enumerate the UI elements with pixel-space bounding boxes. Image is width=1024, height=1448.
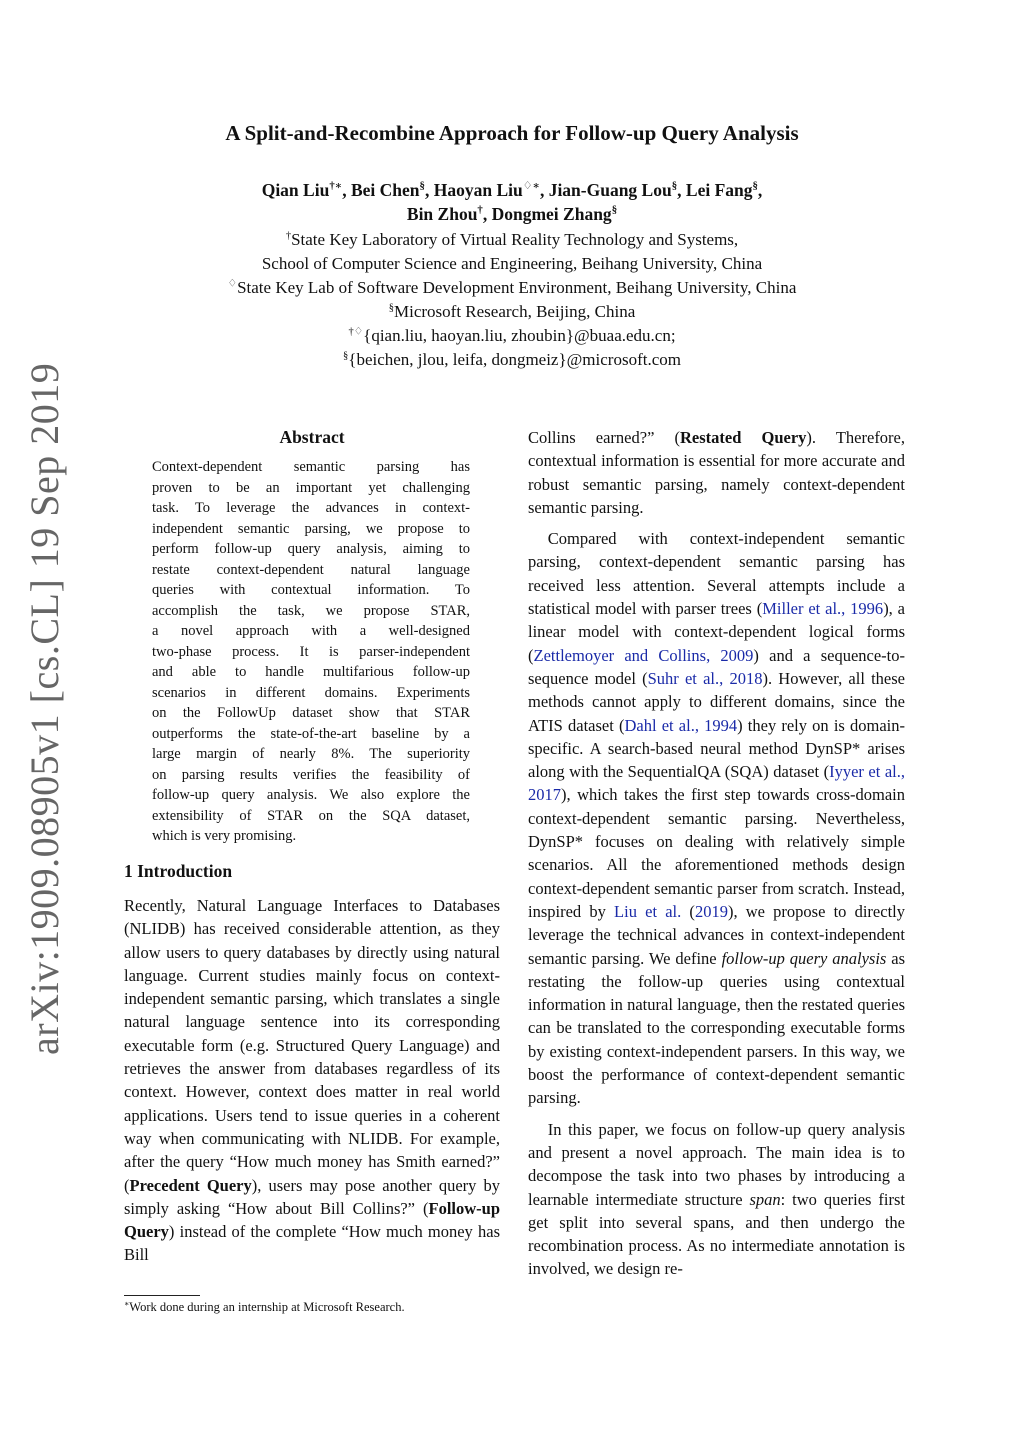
abstract-line: scenarios in different domains. Experiments (152, 684, 470, 701)
abstract-line: a novel approach with a well-designed (152, 623, 470, 639)
abstract-line: independent semantic parsing, we propose to (152, 520, 470, 537)
author-name: Qian Liu (261, 180, 330, 200)
abstract-line: two-phase process. It is parser-independent (152, 643, 470, 660)
abstract-line: large margin of nearly 8%. The superiority (152, 746, 470, 762)
paragraph: Compared with context-independent semantic parsing, context-dependent semantic parsing has received less attention. Several attempts include a statistical model with parser trees (Miller et al., 1996), a linear model with context-dependent logical forms (Zettlemoyer and Collins, 2009) and a sequence-to-sequence model (Suhr et al., 2018). However, all these methods cannot apply to different domains, since the ATIS dataset (Dahl et al., 1994) they rely on is domain-specific. A search-based neural method DynSP* arises along with the SequentialQA (SQA) dataset (Iyyer et al., 2017), which takes the first step towards cross-domain context-dependent semantic parsing. Nevertheless, DynSP* focuses on dealing with relatively simple scenarios. All the aforementioned methods design context-dependent semantic parser from scratch. Instead, inspired by Liu et al. (2019), we propose to directly leverage the technical advances in context-independent semantic parsing. We define follow-up query analysis as restating the follow-up queries using contextual information in natural language, then the restated queries can be translated to the corresponding executable forms by existing context-independent parsers. In this way, we boost the performance of context-dependent semantic parsing. (528, 529, 906, 1108)
affiliation-line: ♢State Key Lab of Software Development Environment, Beihang University, China (227, 278, 797, 297)
abstract-body (152, 457, 470, 847)
email-line: †♢{qian.liu, haoyan.liu, zhoubin}@buaa.edu.cn; (348, 326, 676, 345)
abstract-line: outperforms the state-of-the-art baseline by a (152, 725, 470, 742)
right-column-body (528, 426, 905, 1281)
abstract-line: and able to handle multifarious follow-up (152, 664, 470, 680)
author-name: Haoyan Liu (433, 180, 523, 200)
abstract-heading: Abstract (279, 427, 345, 447)
affiliation-line: School of Computer Science and Engineering, Beihang University, China (261, 254, 763, 273)
abstract-line: proven to be an important yet challenging (152, 479, 470, 496)
author-name: Bei Chen (350, 180, 420, 200)
citation-year-link[interactable]: 2019 (694, 901, 728, 921)
affiliations (0, 228, 1024, 372)
paragraph: In this paper, we focus on follow-up query analysis and present a novel approach. The main idea is to decompose the task into two phases by introducing a learnable intermediate structure span: two queries first get split into several spans, and then undergo the recombination process. As no intermediate annotation is involved, we design re- (528, 1119, 905, 1279)
citation-link[interactable]: Liu et al. (614, 901, 682, 921)
paper-title: A Split-and-Recombine Approach for Follow-up Query Analysis (225, 121, 799, 145)
author-list (0, 178, 1024, 226)
author-name: Dongmei Zhang (491, 204, 612, 224)
paragraph: Recently, Natural Language Interfaces to Databases (NLIDB) has received considerable attention, as they allow users to query databases by directly using natural language. Current studies mainly focus on context-independent semantic parsing, which translates a single natural language sentence into its corresponding executable form (e.g. Structured Query Language) and retrieves the answer from databases regardless of its context. However, context does matter in real world applications. Users tend to issue queries in a coherent way when communicating with NLIDB. For example, after the query “How much money has Smith earned?” (Precedent Query), users may pose another query by simply asking “How about Bill Collins?” (Follow-up Query) instead of the complete “How much money has Bill (124, 896, 500, 1265)
abstract-line: restate context-dependent natural language (152, 561, 470, 578)
abstract-line: accomplish the task, we propose STAR, (152, 602, 470, 619)
citation-link[interactable]: Miller et al., 1996 (762, 599, 884, 619)
paragraph: Collins earned?” (Restated Query). Therefore, contextual information is essential for more accurate and robust semantic parsing, namely context-dependent semantic parsing. (528, 428, 906, 517)
abstract-line: on the FollowUp dataset show that STAR (152, 705, 470, 721)
footnote-rule (124, 1295, 200, 1296)
abstract-line: on parsing results verifies the feasibility of (152, 766, 470, 783)
introduction-heading: 1 Introduction (124, 861, 233, 881)
author-line-1: Qian Liu†∗, Bei Chen§, Haoyan Liu♢∗, Jian-Guang Lou§, Lei Fang§, (261, 180, 763, 200)
affiliation-line: †State Key Laboratory of Virtual Reality Technology and Systems, (285, 230, 739, 249)
author-line-2: Bin Zhou†, Dongmei Zhang§ (406, 204, 618, 224)
author-name: Lei Fang (685, 180, 753, 200)
footnote: ∗Work done during an internship at Microsoft Research. (124, 1298, 405, 1314)
abstract-line: Context-dependent semantic parsing has (152, 459, 470, 475)
citation-link[interactable]: Dahl et al., 1994 (624, 715, 738, 735)
email-line: §{beichen, jlou, leifa, dongmeiz}@microsoft.com (343, 350, 681, 369)
affiliation-line: §Microsoft Research, Beijing, China (388, 302, 636, 321)
abstract-line: follow-up query analysis. We also explore the (152, 787, 470, 803)
citation-link[interactable]: Zettlemoyer and Collins, 2009 (533, 645, 754, 665)
abstract-line: extensibility of STAR on the SQA dataset, (152, 807, 470, 824)
author-name: Jian-Guang Lou (548, 180, 672, 200)
citation-link[interactable]: Suhr et al., 2018 (647, 668, 763, 688)
author-name: Bin Zhou (406, 204, 478, 224)
left-column-body (124, 894, 500, 1267)
arxiv-identifier: arXiv:1909.08905v1 [cs.CL] 19 Sep 2019 (22, 362, 67, 1055)
abstract-line: task. To leverage the advances in context- (152, 500, 470, 516)
citation-link[interactable]: Iyyer et al., 2017 (528, 762, 905, 805)
abstract-line: perform follow-up query analysis, aiming to (152, 541, 470, 557)
abstract-line: queries with contextual information. To (152, 582, 470, 598)
abstract-line: which is very promising. (152, 828, 297, 844)
